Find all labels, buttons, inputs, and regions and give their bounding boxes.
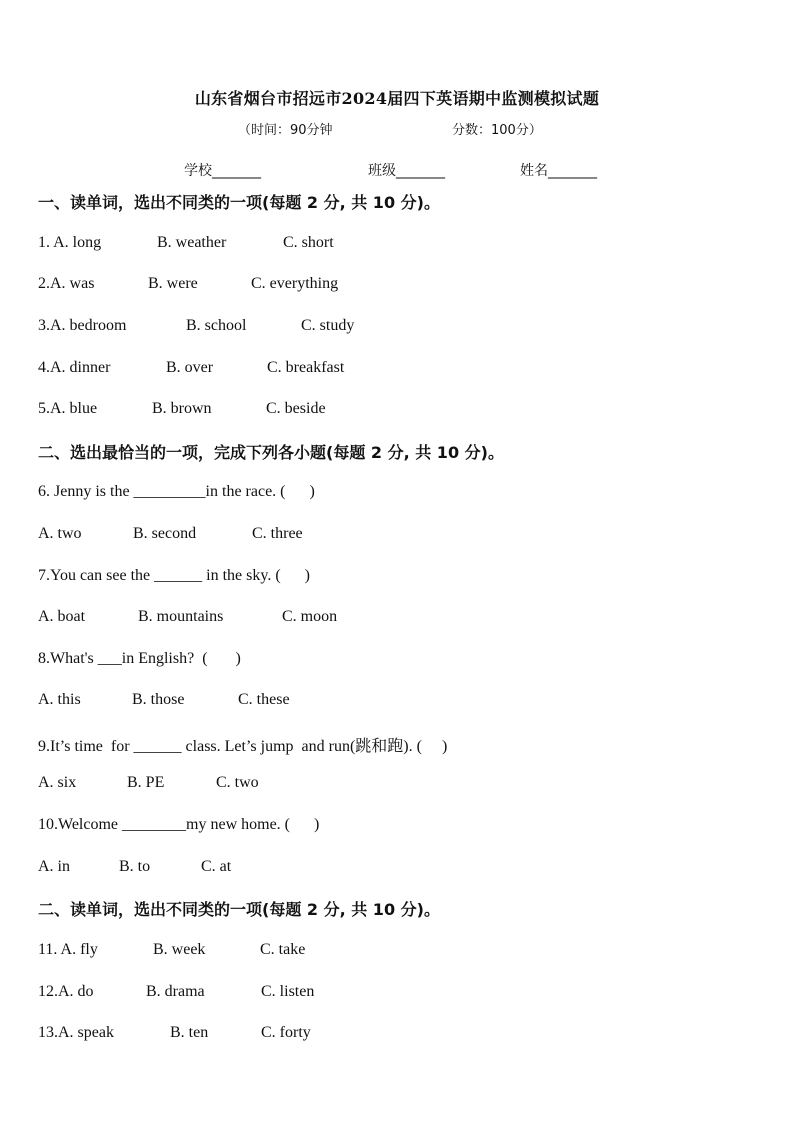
student-info: [0, 160, 794, 180]
section-1-heading: 一、读单词，选出不同类的一项(每题 2 分, 共 10 分)。: [38, 193, 440, 212]
q1-option-b: B. weather: [157, 234, 227, 251]
q2-option-c: C. everything: [251, 275, 339, 292]
q11-option-c: C. take: [260, 941, 306, 958]
q5-option-c: C. beside: [266, 400, 326, 417]
question-13: [38, 1024, 311, 1114]
exam-time: （时间：90分钟: [238, 123, 333, 138]
section-3-heading: 二、读单词，选出不同类的一项(每题 2 分, 共 10 分)。: [38, 900, 440, 919]
question-10-stem: 10.Welcome ________my new home. ( ): [38, 816, 320, 833]
q10-option-b: B. to: [119, 858, 151, 875]
q12-option-c: C. listen: [261, 983, 315, 1000]
class-field: 班级_______: [368, 163, 445, 179]
q2-option-a: 2.A. was: [38, 275, 95, 292]
question-6-stem: 6. Jenny is the _________in the race. ( ): [38, 483, 315, 500]
q9-option-c: C. two: [216, 774, 259, 791]
q12-option-a: 12.A. do: [38, 983, 94, 1000]
q11-option-b: B. week: [153, 941, 206, 958]
exam-subtitle: [0, 119, 794, 139]
q7-option-a: A. boat: [38, 608, 86, 625]
q10-option-a: A. in: [38, 858, 70, 875]
school-field: 学校_______: [184, 163, 261, 179]
q3-option-a: 3.A. bedroom: [38, 317, 127, 334]
q6-option-a: A. two: [38, 525, 82, 542]
q8-option-a: A. this: [38, 691, 81, 708]
q4-option-c: C. breakfast: [267, 359, 345, 376]
q6-option-b: B. second: [133, 525, 197, 542]
q9-option-a: A. six: [38, 774, 77, 791]
q8-option-b: B. those: [132, 691, 185, 708]
q13-option-b: B. ten: [170, 1024, 209, 1041]
question-8-stem: 8.What's ___in English? ( ): [38, 650, 241, 667]
q9-option-b: B. PE: [127, 774, 165, 791]
q7-option-b: B. mountains: [138, 608, 224, 625]
name-field: 姓名_______: [520, 163, 597, 179]
q5-option-a: 5.A. blue: [38, 400, 98, 417]
q5-option-b: B. brown: [152, 400, 212, 417]
q4-option-b: B. over: [166, 359, 214, 376]
q4-option-a: 4.A. dinner: [38, 359, 111, 376]
q1-option-a: 1. A. long: [38, 234, 102, 251]
question-9-stem: 9.It’s time for ______ class. Let’s jump and run(跳和跑). ( ): [38, 738, 448, 755]
q3-option-b: B. school: [186, 317, 247, 334]
exam-title: 山东省烟台市招远市2024届四下英语期中监测模拟试题: [194, 89, 600, 108]
q8-option-c: C. these: [238, 691, 290, 708]
q2-option-b: B. were: [148, 275, 198, 292]
q12-option-b: B. drama: [146, 983, 205, 1000]
section-2-heading: 二、选出最恰当的一项，完成下列各小题(每题 2 分, 共 10 分)。: [38, 443, 504, 462]
q13-option-c: C. forty: [261, 1024, 311, 1041]
q10-option-c: C. at: [201, 858, 232, 875]
q6-option-c: C. three: [252, 525, 303, 542]
q11-option-a: 11. A. fly: [38, 941, 98, 958]
question-7-stem: 7.You can see the ______ in the sky. ( ): [38, 567, 310, 584]
q13-option-a: 13.A. speak: [38, 1024, 114, 1041]
q7-option-c: C. moon: [282, 608, 338, 625]
q1-option-c: C. short: [283, 234, 334, 251]
exam-score: 分数：100分）: [452, 123, 542, 138]
q3-option-c: C. study: [301, 317, 355, 334]
